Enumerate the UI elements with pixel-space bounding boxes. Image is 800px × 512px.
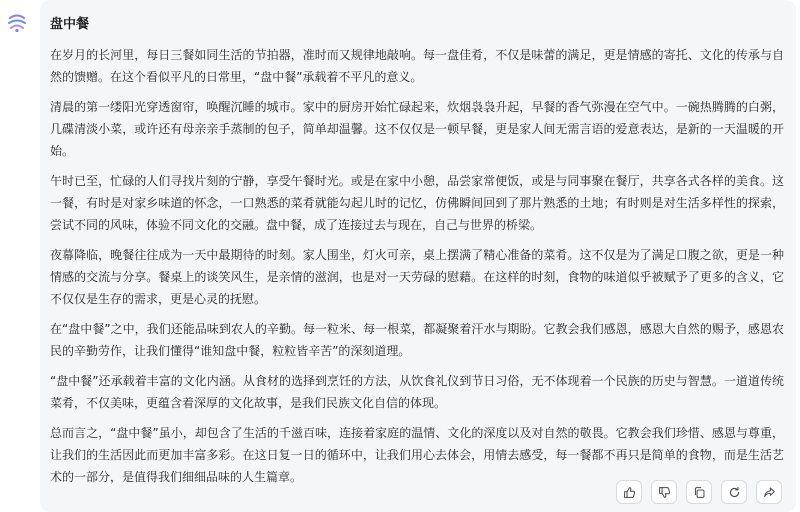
message-title: 盘中餐 [50, 17, 90, 32]
share-icon [763, 486, 776, 499]
message-paragraph: 清晨的第一缕阳光穿透窗帘，唤醒沉睡的城市。家中的厨房开始忙碌起来，炊烟袅袅升起，早餐的香气弥漫在空气中。一碗热腾腾的白粥，几碟清淡小菜，或许还有母亲亲手蒸制的包子，简单却温馨。这不仅仅是一顿早餐，更是家人间无需言语的爱意表达，是新的一天温暖的开始。 [50, 100, 784, 158]
share-button[interactable] [756, 480, 782, 504]
message-paragraph: 在岁月的长河里，每日三餐如同生活的节拍器，准时而又规律地敲响。每一盘佳肴，不仅是味蕾的满足，更是情感的寄托、文化的传承与自然的馈赠。在这个看似平凡的日常里，“盘中餐”承载着不平凡的意义。 [50, 48, 784, 84]
message-paragraph: 总而言之，“盘中餐”虽小，却包含了生活的千滋百味，连接着家庭的温情、文化的深度以及对自然的敬畏。它教会我们珍惜、感恩与尊重，让我们的生活因此而更加丰富多彩。在这日复一日的循环中，让我们用心去体会，用情去感受，每一餐都不再只是简单的食物，而是生活艺术的一部分，是值得我们细细品味的人生篇章。 [50, 426, 784, 484]
assistant-avatar-icon [6, 12, 28, 34]
thumbs-up-icon [623, 486, 636, 499]
message-paragraph: “盘中餐”还承载着丰富的文化内涵。从食材的选择到烹饪的方法，从饮食礼仪到节日习俗，无不体现着一个民族的历史与智慧。一道道传统菜肴，不仅美味，更蕴含着深厚的文化故事，是我们民族文化自信的体现。 [50, 374, 784, 410]
message-paragraph: 午时已至，忙碌的人们寻找片刻的宁静，享受午餐时光。或是在家中小憩，品尝家常便饭，或是与同事聚在餐厅，共享各式各样的美食。这一餐，有时是对家乡味道的怀念，一口熟悉的菜肴就能勾起儿时的记忆，仿佛瞬间回到了那片熟悉的土地；有时则是对生活多样性的探索，尝试不同的风味，体验不同文化的交融。盘中餐，成了连接过去与现在，自己与世界的桥梁。 [50, 174, 784, 232]
thumbs-down-button[interactable] [651, 480, 677, 504]
regenerate-button[interactable] [721, 480, 747, 504]
copy-button[interactable] [686, 480, 712, 504]
message-paragraph: 夜幕降临，晚餐往往成为一天中最期待的时刻。家人围坐，灯火可亲，桌上摆满了精心准备的菜肴。这不仅是为了满足口腹之欲，更是一种情感的交流与分享。餐桌上的谈笑风生，是亲情的滋润，也是对一天劳碌的慰藉。在这样的时刻，食物的味道似乎被赋予了更多的含义，它不仅仅是生存的需求，更是心灵的抚慰。 [50, 248, 784, 306]
thumbs-up-button[interactable] [616, 480, 642, 504]
regenerate-icon [728, 486, 741, 499]
assistant-message-card [40, 0, 796, 512]
copy-icon [693, 486, 706, 499]
message-paragraph: 在“盘中餐”之中，我们还能品味到农人的辛勤。每一粒米、每一根菜，都凝聚着汗水与期盼。它教会我们感恩，感恩大自然的赐予，感恩农民的辛勤劳作，让我们懂得“谁知盘中餐，粒粒皆辛苦”的深刻道理。 [50, 322, 784, 358]
thumbs-down-icon [658, 486, 671, 499]
message-actions [616, 480, 782, 504]
